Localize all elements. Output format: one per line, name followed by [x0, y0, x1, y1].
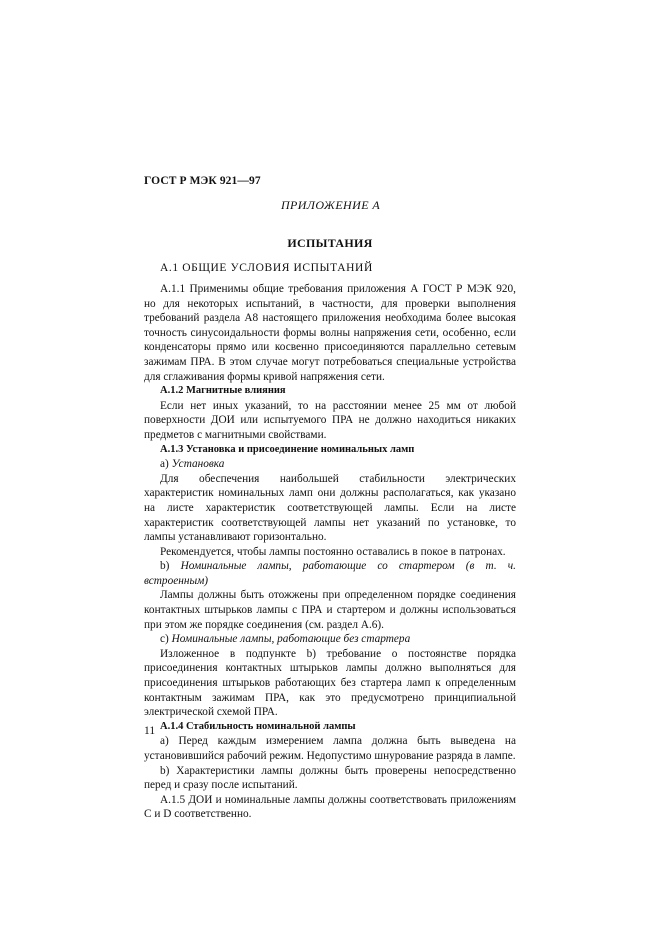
subsection-title: А.1 ОБЩИЕ УСЛОВИЯ ИСПЫТАНИЙ	[160, 262, 373, 274]
appendix-title: ПРИЛОЖЕНИЕ А	[280, 198, 381, 212]
item-c-label: с)	[160, 633, 169, 646]
page-number: 11	[144, 725, 156, 737]
paragraph-a-1-2: Если нет иных указаний, то на расстоянии менее 25 мм от любой поверхности ДОИ или испытуемого ПРА не должно находиться никаких предметов с магнитными свойствами.	[144, 399, 516, 441]
item-b-label: b)	[160, 560, 170, 573]
paragraph-stability-b: b) Характеристики лампы должны быть проверены непосредственно перед и сразу после испытаний.	[144, 764, 516, 792]
heading-a-1-3: А.1.3 Установка и присоединение номинальных ламп	[160, 443, 415, 455]
item-a-label: а)	[160, 458, 169, 471]
item-a-heading	[144, 457, 516, 472]
item-c-heading	[144, 632, 516, 647]
item-a-title: Установка	[171, 458, 225, 471]
paragraph-a-1-1: А.1.1 Применимы общие требования приложения А ГОСТ Р МЭК 920, но для некоторых испытаний, в частности, для проверки выполнения требований раздела А8 настоящего приложения необходима более высокая точность синусоидальности формы волны напряжения сети, особенно, если конденсаторы прямо или косвенно присоединяются параллельно сетевым зажимам ПРА. В этом случае могут потребоваться специальные устройства для сглаживания формы кривой напряжения сети.	[144, 283, 516, 383]
section-title: ИСПЫТАНИЯ	[287, 236, 373, 250]
paragraph-starter-lamps: Лампы должны быть отожжены при определенном порядке соединения контактных штырьков лампы с ПРА и стартером и должны использоваться при этом же порядке соединения (см. раздел А.6).	[144, 589, 516, 631]
paragraph-stability-a: а) Перед каждым измерением лампа должна быть выведена на установившийся рабочий режим. Недопустимо шнурование разряда в лампе.	[144, 735, 516, 762]
document-header: ГОСТ Р МЭК 921—97	[144, 175, 261, 187]
item-c-title: Номинальные лампы, работающие без стартера	[171, 633, 411, 646]
body-text	[144, 282, 516, 822]
item-b-heading	[144, 559, 516, 588]
heading-a-1-2: А.1.2 Магнитные влияния	[160, 385, 286, 397]
paragraph-recommendation: Рекомендуется, чтобы лампы постоянно оставались в покое в патронах.	[160, 545, 506, 558]
paragraph-a-1-5: А.1.5 ДОИ и номинальные лампы должны соответствовать приложениям С и D соответственно.	[144, 793, 516, 821]
paragraph-starterless-lamps: Изложенное в подпункте b) требование о постоянстве порядка присоединения контактных штырьков лампы должно выполняться для присоединения штырьков работающих без стартера ламп к определенным контактным зажимам ПРА, как это предусмотрено принципиальной электрической схемой ПРА.	[144, 647, 516, 719]
item-b-title: Номинальные лампы, работающие со стартером (в т. ч. встроенным)	[144, 560, 516, 587]
heading-a-1-4: А.1.4 Стабильность номинальной лампы	[160, 720, 356, 732]
paragraph-installation: Для обеспечения наибольшей стабильности электрических характеристик номинальных ламп они должны располагаться, как указано на листе характеристик соответствующей лампы. Если на листе характеристик соответствующей лампы нет указаний по установке, то лампы устанавливают горизонтально.	[144, 472, 516, 544]
